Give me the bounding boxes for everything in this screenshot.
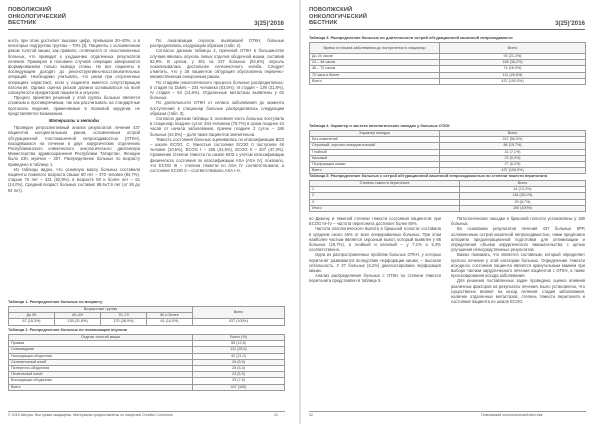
right-column-1 [309,216,441,284]
paragraph: по Дюкену и тяжелой степени тяжести состояния пациентов: при ECOG III–IV – частота перитонита достигает более 80%. [309,216,441,227]
journal-title-line: ОНКОЛОГИЧЕСКИЙ [309,13,368,20]
table4 [309,130,586,174]
row-value-cell: 26 (5,9) [193,359,285,365]
issue-number: 3(25)’2016 [254,20,284,27]
masthead [8,7,284,36]
row-label-cell: Сигмовидная [9,347,193,353]
paragraph: Важно понимать, что является составным, который определяет прогноз лечения у этой категории больных. Определение тяжести исходного состояния пациента является краеугольным камнем при выборе тактики хирургического лечения пациентов с ОТКН, а также прогнозирования исхода заболевания. [451,252,585,279]
table-row [310,78,586,84]
row-value-cell: 437 (100,0%) [440,168,586,174]
row-label-cell: Серозный, серозно-геморрагический [310,143,440,149]
row-label-cell: До 24 часов [310,54,440,60]
paragraph: По длительности ОТКН от начала заболевания до момента поступления в стационар больные распределились следующим образом (табл. 3). [150,100,284,116]
table1 [8,306,285,326]
table2-header: Отделы толстой кишки [9,335,193,341]
table1-cell: 67 (15,3%) [9,319,55,325]
paragraph: Процесс принятия решений у этой группы больных является сложным и противоречивым, так как рассчитывать на стандартные протоколы ведения, применяемые в плановой хирургии, не представляется возможным. [8,95,140,116]
row-label-cell: 24 – 48 часов [310,60,440,66]
left-page [0,0,299,424]
table1-cell: 61 (14,0%) [147,319,193,325]
paragraph: Согласно данным таблицы 3, основная часть больных поступила в стационар позднее суток: 344 человека (78,7%) в сроки позднее 24 часов от начала заболевания, причем позднее 2 суток – 186 больных (42,6%) – доля таких пациентов значительна. [150,116,284,137]
journal-title-line: ВЕСТНИК [8,20,37,27]
row-value-cell: 190 (100%) [460,205,586,211]
table1-column-header: До 59 [9,313,55,319]
row-value-cell: 23 (5,3%) [440,155,586,161]
masthead-rule [309,29,585,30]
row-label-cell: Печеночный изгиб [9,372,193,378]
paragraph: Из таблицы видно, что основную массу больных составили пациенты пожилого возраста свыше 60 лет – 370 человек (84,7%), старше 70 лет – 231 (52,9%), в возрасте 80 и более лет – 61 (14,0%). Средний возраст больных составил 68,6±7,9 лет (от 26 до 94 лет). [8,166,140,193]
row-value-cell: 27 (6,2%) [440,161,586,167]
row-value-cell: 74 (16,9%) [440,66,586,72]
row-label-cell: Итого [310,205,460,211]
table-row [310,205,586,211]
journal-title [8,7,66,27]
table-row [9,384,285,390]
row-label-cell: 2 [310,193,460,199]
row-label-cell: 3 [310,199,460,205]
row-label-cell: Поперечно-ободочная [9,365,193,371]
row-label-cell: Перфорация кишки [310,161,440,167]
section-heading: Материалы и методы [48,118,100,124]
paragraph: Во основании результатов лечения 437 больных КРР, осложненным острой кишечной непроходимостью, нами предложен алгоритм предоперационной подготовки для оптимизации и определения объема хирургического вмешательства с целью улучшения непосредственных результатов. [451,226,585,253]
row-label-cell: 48 – 72 часов [310,66,440,72]
row-value-cell: 437 (100) [193,384,285,390]
journal-title-line: ПОВОЛЖСКИЙ [8,7,52,13]
row-value-cell: 29 (8,7%) [460,199,586,205]
table5-header: Всего [460,181,586,187]
table3-caption: Таблица 3. Распределение больных по длительности острой обтурационной кишечной непроходимости [309,35,513,40]
row-label-cell: 72 часа и более [310,72,440,78]
page-number: 32 [309,413,313,417]
row-value-cell: 247 (56,5%) [440,137,586,143]
row-label-cell: Селезеночный изгиб [9,359,193,365]
page-number: 31 [274,413,278,417]
paragraph: Одна из распространенных проблем больных ОТКН, у которых перитонит развивается вследствие перфорации кишки, – высокая летальность. У 27 больных (6,2%) диагностирована перфорация кишки. [309,252,441,274]
table5-body [310,187,586,212]
table3-body [310,54,586,85]
table1-total-header: Всего [193,307,285,319]
row-value-cell: 55 (12,6) [193,341,285,347]
paragraph: Проведен ретроспективный анализ результатов лечения 437 пациентов колоректальным раком, осложненным острой обтурационной толстокишечной непроходимостью (ОТКН), находившихся на лечении в двух хирургических отделениях Республиканского клинического онкологического диспансера Министерства здравоохранения Республики Татарстан. Женщин было 230, мужчин – 207. Распределение больных по возрасту приведено в таблице 1. [8,125,140,167]
paragraph: ность при этом достигает высоких цифр, превышая 20–40%, а в некоторых подгруппах группах – 70% [3]. Пациенты с осложненным раком толстой кишки, как правило, отличаются от неосложненных больных, что приводит к ухудшению отдаленных результатов лечения. Примерно в половине случаев операции завершаются формированием только вывода стомы. Не все пациенты в последующем доходят до реконструктивно-восстановительных операций. Необходимо учитывать, что риски при отсроченных операциях нарастают, если у пациента имеется сопутствующая патология. Однако оценка рисков должна основываться на всей совокупности предикторов пациента и опухоли. [8,38,140,96]
table1-cell: 139 (31,8%) [55,319,101,325]
table5 [309,180,586,212]
footer-rule [8,411,285,412]
row-label-cell: Всего [310,168,440,174]
row-value-cell: 112 (25,6) [193,347,285,353]
journal-title-line: ВЕСТНИК [309,20,338,27]
journal-title-line: ОНКОЛОГИЧЕСКИЙ [8,13,67,20]
row-label-cell: Без изменений [310,137,440,143]
footer-text: Поволжский онкологический вестник [481,413,543,417]
paragraph: Патологические находки в брюшной полости установлены у 190 больных. [451,216,585,227]
paragraph: По локализации опухоли, вызвавшей ОТКН, больные распределились следующим образом (табл. 2). [150,38,284,49]
footer-text: © 2016 Авторы. Все права защищены. Материалы предоставлены по лицензии Creative Commons [8,413,173,417]
row-value-cell: 86 (19,7%) [440,143,586,149]
right-page [301,0,600,424]
right-column-2 [451,216,585,304]
row-value-cell: 158 (36,2%) [440,60,586,66]
paragraph: Тяжесть состояния больных оценивалась по классификации ВОЗ – шкале ECOG. С тяжестью состояния ECOG 0 поступили 46 человек (10,5%), ECOG I – 186 (42,6%), ECOG II – 207 (47,3%). Сравнение степени тяжести по шкале ВОЗ с учетом классификации физического состояния по классификации ASA (ASA IV), показало, что ECOG III – степени тяжести по ASA IV соответствовали, а состояние ECOG 0 – соответствовало ASA I–II. [150,136,284,174]
table4-body [310,137,586,174]
table5-caption: Таблица 5. Распределение больных с острой обтурационной кишечной непроходимостью по степени тяжести перитонита [309,173,548,178]
masthead-rule [8,29,284,30]
table2-header: Всего (%) [193,335,285,341]
journal-title [309,7,367,27]
row-value-cell: 33 (7,6) [193,378,285,384]
table5-header: Степень тяжести перитонита [310,181,460,187]
table1-cell: 170 (38,9%) [101,319,147,325]
paragraph: По стадиям онкологического процесса больные распределились: II стадия по Dukes – 234 человека (53,5%), III стадия – 139 (31,8%), IV стадия – 64 (14,6%). Отдаленные метастазы выявлены у 62 больных. [150,79,284,101]
row-label-cell: Восходящая ободочная [9,378,193,384]
table1-group-header: Возрастные группы [9,307,193,313]
journal-title-line: ПОВОЛЖСКИЙ [309,7,353,13]
row-value-cell: 23 (5,3) [193,372,285,378]
row-label-cell: Каловый [310,155,440,161]
table4-header: Всего [440,131,586,137]
row-label-cell: Гнойный [310,149,440,155]
row-value-cell: 116 (35,1%) [460,193,586,199]
left-column-2 [150,38,284,173]
table1-caption: Таблица 1. Распределение больных по возрасту [8,299,103,304]
footer-rule [309,411,586,412]
table3 [309,42,586,85]
row-label-cell: 1 [310,187,460,193]
table1-total-cell: 437 (100%) [193,319,285,325]
row-label-cell: Нисходящая ободочная [9,353,193,359]
paragraph: Частота патологического выпота в брюшной полости составила в среднем около 45% от всех оперированных больных. При этом наиболее частым является серозный выпот, который выявлен у 86 больных (19,7%), а гнойный и каловый – у 7,1% и 5,3% соответственно. [309,226,441,253]
masthead [309,7,585,36]
paragraph: Для решения поставленных задач проведена оценка влияния различных факторов на результаты лечения. Было установлено, что существенно влияют на исход лечения: стадия заболевания, наличие отдаленных метастазов, степень тяжести перитонита и состояние пациента по шкале ECOG. [451,278,585,305]
table1-column-header: 80 и более [147,313,193,319]
row-value-cell: 112 (25,6%) [440,72,586,78]
row-value-cell: 28 (6,4) [193,365,285,371]
table3-header: Всего [440,43,586,54]
left-column-1 [8,38,140,193]
issue-number: 3(25)’2016 [555,20,585,27]
table1-column-header: 60–69 [55,313,101,319]
table4-caption: Таблица 4. Характер и частота патологических находок у больных ОТКН [309,123,450,128]
row-label-cell: Всего [9,384,193,390]
table2 [8,334,285,391]
row-value-cell: 437 (100,0%) [440,78,586,84]
table3-header: Время от начала заболевания до поступления в стационар [310,43,440,54]
table1-column-header: 70–79 [101,313,147,319]
paragraph: Анализ распределения больных с ОТКН по степени тяжести перитонита представлен в таблице 5. [309,273,441,284]
table2-caption: Таблица 2. Распределение больных по локализации опухоли [8,327,128,332]
table2-body [9,341,285,391]
row-value-cell: 31 (7,1%) [440,149,586,155]
row-value-cell: 92 (21,0) [193,353,285,359]
row-label-cell: Всего [310,78,440,84]
row-label-cell: Прямая [9,341,193,347]
paragraph: Согласно данным таблицы 2, причиной ОТКН в большинстве случаев явилась опухоль левых отделов ободочной кишки, составив 82,9%. В целом, у 361 из 437 больных (82,6%) опухоль локализовалась дистальнее селезеночного изгиба. Следует отметить, что у 28 пациентов обтурация обусловлена первично-множественным синхронным раком. [150,48,284,80]
row-value-cell: 93 (21,3%) [440,54,586,60]
row-value-cell: 44 (13,3%) [460,187,586,193]
table4-header: Характер находок [310,131,440,137]
